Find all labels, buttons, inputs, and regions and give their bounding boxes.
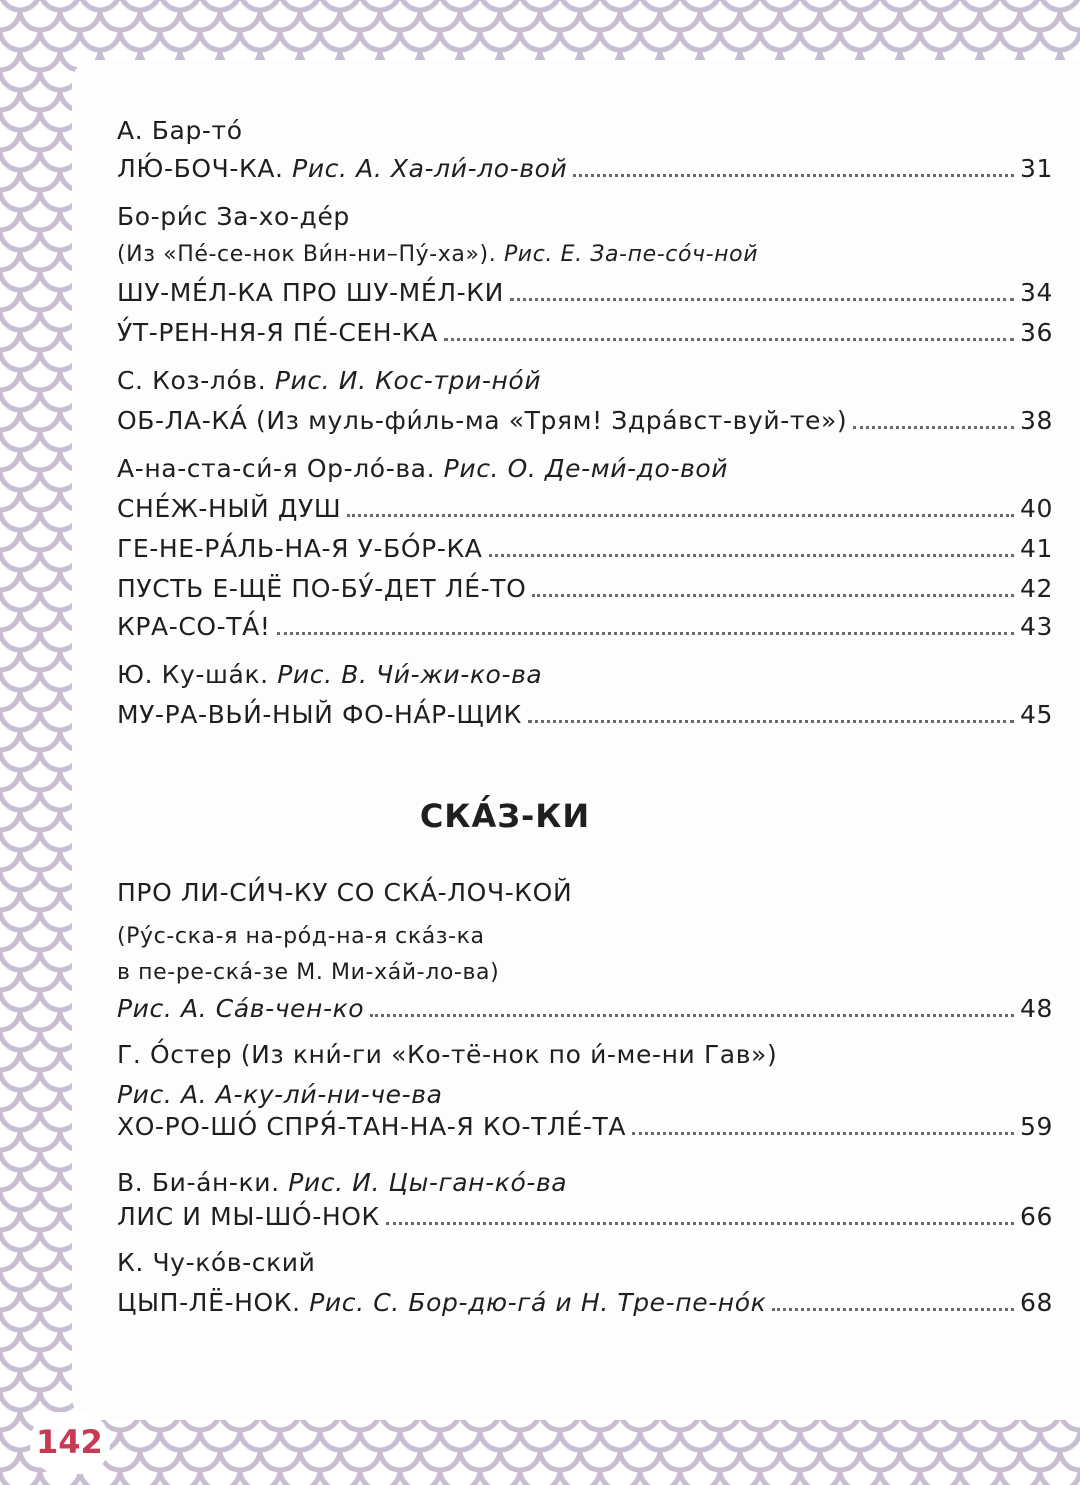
toc-entry (117, 604, 1053, 644)
entry-text: ОБ-ЛА-КА́ (117, 406, 256, 435)
toc-entry (117, 914, 1053, 954)
toc-entry (117, 232, 1053, 272)
toc-page-number: 66 (1019, 1202, 1053, 1231)
entry-text: Г. О́стер (117, 1040, 241, 1069)
entry-text: С. Коз-ло́в. (117, 366, 275, 395)
toc-entry (117, 1280, 1053, 1320)
toc-page-number: 40 (1019, 494, 1053, 523)
toc-entry (117, 526, 1053, 566)
toc-page-number: 59 (1019, 1112, 1053, 1141)
dot-leader (532, 594, 1014, 597)
dot-leader (528, 720, 1014, 723)
toc-page-number: 45 (1019, 700, 1053, 729)
entry-text: ЦЫП-ЛЁ-НОК. (117, 1288, 310, 1317)
toc-entry (117, 1194, 1053, 1234)
entry-text: в пе-ре-ска́-зе М. Ми-ха́й-ло-ва) (117, 960, 500, 985)
toc-page-number: 43 (1019, 612, 1053, 641)
toc-page-number: 41 (1019, 534, 1053, 563)
entry-text: ГЕ-НЕ-РА́ЛЬ-НА-Я У-БО́Р-КА (117, 534, 483, 563)
toc-entry (117, 1240, 1053, 1280)
entry-text: У́Т-РЕН-НЯ-Я ПЕ́-СЕН-КА (117, 318, 438, 347)
entry-text: ЛИС И МЫ-ШО́-НОК (117, 1202, 380, 1231)
toc-page-number: 36 (1019, 318, 1053, 347)
entry-text: В. Би-а́н-ки. (117, 1168, 289, 1197)
entry-text: (Ру́с-ска-я на-ро́д-на-я ска́з-ка (117, 924, 485, 949)
entry-text: Бо-ри́с За-хо-де́р (117, 202, 350, 231)
toc-entry (117, 486, 1053, 526)
dot-leader (772, 1308, 1014, 1311)
entry-text: ХО-РО-ШО́ СПРЯ́-ТАН-НА-Я КО-ТЛЕ́-ТА (117, 1112, 627, 1141)
entry-text: А-на-ста-си́-я Ор-ло́-ва. (117, 454, 444, 483)
entry-text: (Из кни́-ги «Ко-тё-нок по и́-ме-ни Гав») (240, 1040, 778, 1069)
entry-text: ПУСТЬ Е-ЩЁ ПО-БУ́-ДЕТ ЛЕ́-ТО (117, 574, 527, 603)
toc-entry (117, 146, 1053, 186)
dot-leader (386, 1222, 1014, 1225)
illustrator-credit: Рис. А. Са́в-чен-ко (117, 994, 365, 1023)
illustrator-credit: Рис. В. Чи́-жи-ко-ва (277, 660, 543, 689)
toc-page-number: 38 (1019, 406, 1053, 435)
dot-leader (370, 1014, 1014, 1017)
entry-text: К. Чу-ко́в-ский (117, 1248, 316, 1277)
entry-text: ПРО ЛИ-СИ́Ч-КУ СО СКА́-ЛОЧ-КОЙ (117, 878, 573, 907)
toc-entry (117, 446, 1053, 486)
dot-leader (632, 1132, 1014, 1135)
entry-text: (Из «Пе́-се-нок Ви́н-ни–Пу́-ха»). (117, 242, 504, 267)
dot-leader (444, 338, 1014, 341)
toc-page-number: 68 (1019, 1288, 1053, 1317)
entry-text: МУ-РА-ВЬИ́-НЫЙ ФО-НА́Р-ЩИК (117, 700, 522, 729)
toc-entry (117, 950, 1053, 990)
toc-page-number: 42 (1019, 574, 1053, 603)
dot-leader (573, 174, 1014, 177)
toc-page-number: 48 (1019, 994, 1053, 1023)
toc-entry (117, 566, 1053, 606)
toc-entry (117, 652, 1053, 692)
page-number: 142 (36, 1423, 103, 1461)
toc-entry (117, 986, 1053, 1026)
dot-leader (277, 632, 1014, 635)
illustrator-credit: Рис. С. Бор-дю-га́ и Н. Тре-пе-но́к (309, 1288, 767, 1317)
illustrator-credit: Рис. И. Кос-три-но́й (274, 366, 542, 395)
entry-text: ЛЮ́-БОЧ-КА. (117, 154, 293, 183)
dot-leader (510, 298, 1014, 301)
toc-entry (117, 1032, 1053, 1072)
toc-entry (117, 108, 1053, 148)
toc-entry (117, 1104, 1053, 1144)
entry-text: Ю. Ку-ша́к. (117, 660, 278, 689)
illustrator-credit: Рис. О. Де-ми́-до-вой (443, 454, 729, 483)
entry-text: СНЕ́Ж-НЫЙ ДУШ (117, 494, 342, 523)
section-title: СКА́З-КИ (419, 797, 591, 835)
toc-entry (117, 358, 1053, 398)
illustrator-credit: Рис. А. А-ку-ли́-ни-че-ва (117, 1080, 443, 1109)
entry-text: (Из муль-фи́ль-ма «Трям! Здра́вст-вуй-те») (255, 406, 848, 435)
dot-leader (347, 514, 1014, 517)
toc-page-number: 31 (1019, 154, 1053, 183)
entry-text: ШУ-МЕ́Л-КА ПРО ШУ-МЕ́Л-КИ (117, 278, 504, 307)
entry-text: КРА-СО-ТА́! (117, 612, 271, 641)
toc-entry (117, 270, 1053, 310)
toc-entry (117, 870, 1053, 910)
illustrator-credit: Рис. Е. За-пе-со́ч-ной (503, 242, 759, 267)
dot-leader (489, 554, 1014, 557)
toc-page-number: 34 (1019, 278, 1053, 307)
illustrator-credit: Рис. А. Ха-ли́-ло-вой (292, 154, 568, 183)
toc-entry (117, 310, 1053, 350)
dot-leader (853, 426, 1014, 429)
toc-entry (117, 398, 1053, 438)
entry-text: А. Бар-то́ (117, 116, 243, 145)
toc-entry (117, 194, 1053, 234)
illustrator-credit: Рис. И. Цы-ган-ко́-ва (288, 1168, 568, 1197)
toc-entry (117, 692, 1053, 732)
